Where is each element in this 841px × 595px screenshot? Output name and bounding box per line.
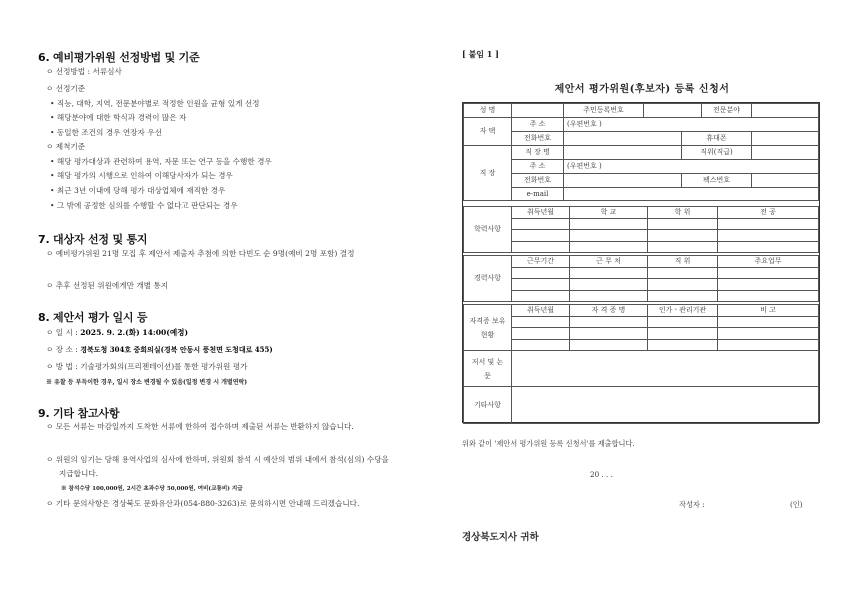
label-position: 직위(직급): [682, 146, 752, 160]
cert-cell[interactable]: [718, 316, 819, 328]
label-field: 전문분야: [702, 104, 752, 118]
edu-h-degree: 학 위: [648, 207, 718, 219]
career-grid: [463, 255, 819, 302]
cert-cell[interactable]: [718, 339, 819, 351]
submit-date: 20 . . .: [590, 470, 613, 479]
label-name: 성 명: [464, 104, 512, 118]
rrn-field[interactable]: [644, 104, 702, 118]
selection-criteria: ㅇ 선정기준: [46, 84, 86, 93]
label-publications: 저서 및 논문: [464, 351, 512, 387]
attachment-label: [ 붙임 1 ]: [462, 49, 499, 59]
label-home: 자 택: [464, 118, 512, 146]
criteria-item-3: • 동일한 조건의 경우 연장자 우선: [50, 128, 162, 137]
label-fax: 팩스번호: [682, 174, 752, 188]
label-company: 직 장 명: [512, 146, 564, 160]
section-7-title: 7. 대상자 선정 및 통지: [38, 233, 148, 246]
position-field[interactable]: [752, 146, 819, 160]
label-work: 직 장: [464, 146, 512, 201]
cert-cell[interactable]: [512, 316, 570, 328]
email-field[interactable]: [564, 188, 819, 201]
registration-form-table: [462, 102, 820, 423]
cert-h-agency: 인가ㆍ관리기관: [648, 305, 718, 317]
edu-h-major: 전 공: [718, 207, 819, 219]
cert-cell[interactable]: [570, 339, 648, 351]
cert-cell[interactable]: [718, 328, 819, 340]
career-cell[interactable]: [512, 267, 570, 279]
career-cell[interactable]: [648, 267, 718, 279]
section-6-title: 6. 예비평가위원 선정방법 및 기준: [38, 51, 200, 64]
seal-mark: (인): [790, 500, 803, 509]
edu-cell[interactable]: [512, 241, 570, 253]
form-grid: [463, 103, 819, 201]
cert-h-remark: 비 고: [718, 305, 819, 317]
s9-item-2: ㅇ 위원의 임기는 당해 용역사업의 심사에 한하며, 위원회 참석 시 예산의 범위 내에서 참석(심의) 수당을 지급합니다.: [46, 455, 389, 478]
label-cert: 자격증 보유현황: [464, 305, 512, 351]
edu-cell[interactable]: [512, 218, 570, 230]
eval-place-value: 경북도청 304호 중회의실(경북 안동시 풍천면 도청대로 455): [80, 345, 273, 354]
career-h-employer: 근 무 처: [570, 256, 648, 268]
edu-cell[interactable]: [718, 230, 819, 242]
career-cell[interactable]: [648, 290, 718, 302]
edu-cell[interactable]: [570, 230, 648, 242]
work-addr-field[interactable]: (우편번호 ): [564, 160, 819, 174]
eval-date-value: 2025. 9. 2.(화) 14:00(예정): [80, 328, 189, 337]
label-home-addr: 주 소: [512, 118, 564, 132]
label-mobile: 휴대폰: [682, 132, 752, 146]
cert-grid: [463, 304, 819, 351]
edu-cell[interactable]: [648, 230, 718, 242]
cert-cell[interactable]: [648, 339, 718, 351]
criteria-item-1: • 직능, 대학, 지역, 전문분야별로 적정한 인원을 균형 있게 선정: [50, 99, 260, 108]
career-cell[interactable]: [648, 279, 718, 291]
mobile-field[interactable]: [752, 132, 819, 146]
exclusion-item-3: • 최근 3년 이내에 당해 평가 대상업체에 재직한 경우: [50, 186, 226, 195]
exclusion-item-1: • 해당 평가대상과 관련하여 용역, 자문 또는 연구 등을 수행한 경우: [50, 157, 272, 166]
cert-h-date: 취득년월: [512, 305, 570, 317]
career-cell[interactable]: [512, 279, 570, 291]
field-input[interactable]: [752, 104, 819, 118]
exclusion-criteria: ㅇ 제척기준: [46, 142, 86, 151]
cert-cell[interactable]: [648, 328, 718, 340]
label-email: e-mail: [512, 188, 564, 201]
edu-cell[interactable]: [648, 241, 718, 253]
career-cell[interactable]: [570, 267, 648, 279]
form-title: 제안서 평가위원(후보자) 등록 신청서: [554, 84, 730, 95]
etc-field[interactable]: [512, 387, 819, 424]
section-9-title: 9. 기타 참고사항: [38, 407, 120, 420]
publications-field[interactable]: [512, 351, 819, 387]
pub-etc-grid: [463, 350, 819, 424]
name-field[interactable]: [512, 104, 564, 118]
career-cell[interactable]: [718, 279, 819, 291]
home-addr-field[interactable]: (우편번호 ): [564, 118, 819, 132]
career-h-duty: 주요업무: [718, 256, 819, 268]
career-cell[interactable]: [570, 290, 648, 302]
cert-cell[interactable]: [570, 316, 648, 328]
work-tel-field[interactable]: [564, 174, 682, 188]
s7-item-1: ㅇ 예비평가위원 21명 모집 후 제안서 제출자 추첨에 의한 다빈도 순 9명(예비 2명 포함) 결정: [46, 249, 355, 258]
label-etc: 기타사항: [464, 387, 512, 424]
cert-cell[interactable]: [648, 316, 718, 328]
label-work-addr: 주 소: [512, 160, 564, 174]
label-rrn: 주민등록번호: [564, 104, 644, 118]
edu-cell[interactable]: [570, 241, 648, 253]
s9-item-3: ㅇ 기타 문의사항은 경상북도 문화유산과(054-880-3263)로 문의하시면 안내해 드리겠습니다.: [46, 499, 360, 508]
exclusion-item-4: • 그 밖에 공정한 심의를 수행할 수 없다고 판단되는 경우: [50, 201, 238, 210]
career-h-position: 직 위: [648, 256, 718, 268]
eval-method: ㅇ 방 법 : 기술평가회의(프리젠테이션)를 통한 평가위원 평가: [46, 362, 248, 371]
home-tel-field[interactable]: [564, 132, 682, 146]
s9-note: ※ 참석수당 100,000원, 2시간 초과수당 50,000원, 여비(교통비) 지급: [61, 486, 243, 492]
section-8-title: 8. 제안서 평가 일시 등: [38, 311, 148, 324]
edu-h-school: 학 교: [570, 207, 648, 219]
label-work-tel: 전화번호: [512, 174, 564, 188]
criteria-item-2: • 해당분야에 대한 학식과 경력이 많은 자: [50, 113, 187, 122]
s9-item-1: ㅇ 모든 서류는 마감일까지 도착한 서류에 한하여 접수하며 제출된 서류는 반환하지 않습니다.: [46, 422, 354, 431]
career-cell[interactable]: [718, 267, 819, 279]
author-label: 작성자 :: [679, 500, 705, 509]
label-career: 경력사항: [464, 256, 512, 302]
eval-place: ㅇ 장 소 : 경북도청 304호 중회의실(경북 안동시 풍천면 도청대로 455): [46, 345, 273, 354]
selection-method: ㅇ 선정방법 : 서류심사: [46, 67, 122, 76]
cert-cell[interactable]: [512, 328, 570, 340]
career-cell[interactable]: [570, 279, 648, 291]
company-field[interactable]: [564, 146, 682, 160]
s8-note: ※ 유찰 등 부득이한 경우, 일시 장소 변경될 수 있음(일정 변경 시 개별연락): [46, 379, 248, 386]
edu-cell[interactable]: [570, 218, 648, 230]
career-cell[interactable]: [512, 290, 570, 302]
edu-h-date: 취득년월: [512, 207, 570, 219]
edu-cell[interactable]: [718, 241, 819, 253]
career-h-period: 근무기간: [512, 256, 570, 268]
s7-item-2: ㅇ 추후 선정된 위원에게만 개별 통지: [46, 281, 169, 290]
eval-date: ㅇ 일 시 : 2025. 9. 2.(화) 14:00(예정): [46, 328, 189, 337]
label-education: 학력사항: [464, 207, 512, 253]
edu-cell[interactable]: [648, 218, 718, 230]
career-cell[interactable]: [718, 290, 819, 302]
fax-field[interactable]: [752, 174, 819, 188]
edu-cell[interactable]: [718, 218, 819, 230]
recipient: 경상북도지사 귀하: [462, 532, 539, 543]
declaration: 위와 같이 '제안서 평가위원 등록 신청서'를 제출합니다.: [462, 439, 635, 448]
education-grid: [463, 206, 819, 253]
exclusion-item-2: • 해당 평가의 시행으로 인하여 이해당사자가 되는 경우: [50, 171, 233, 180]
cert-cell[interactable]: [570, 328, 648, 340]
label-home-tel: 전화번호: [512, 132, 564, 146]
edu-cell[interactable]: [512, 230, 570, 242]
cert-cell[interactable]: [512, 339, 570, 351]
cert-h-name: 자 격 증 명: [570, 305, 648, 317]
